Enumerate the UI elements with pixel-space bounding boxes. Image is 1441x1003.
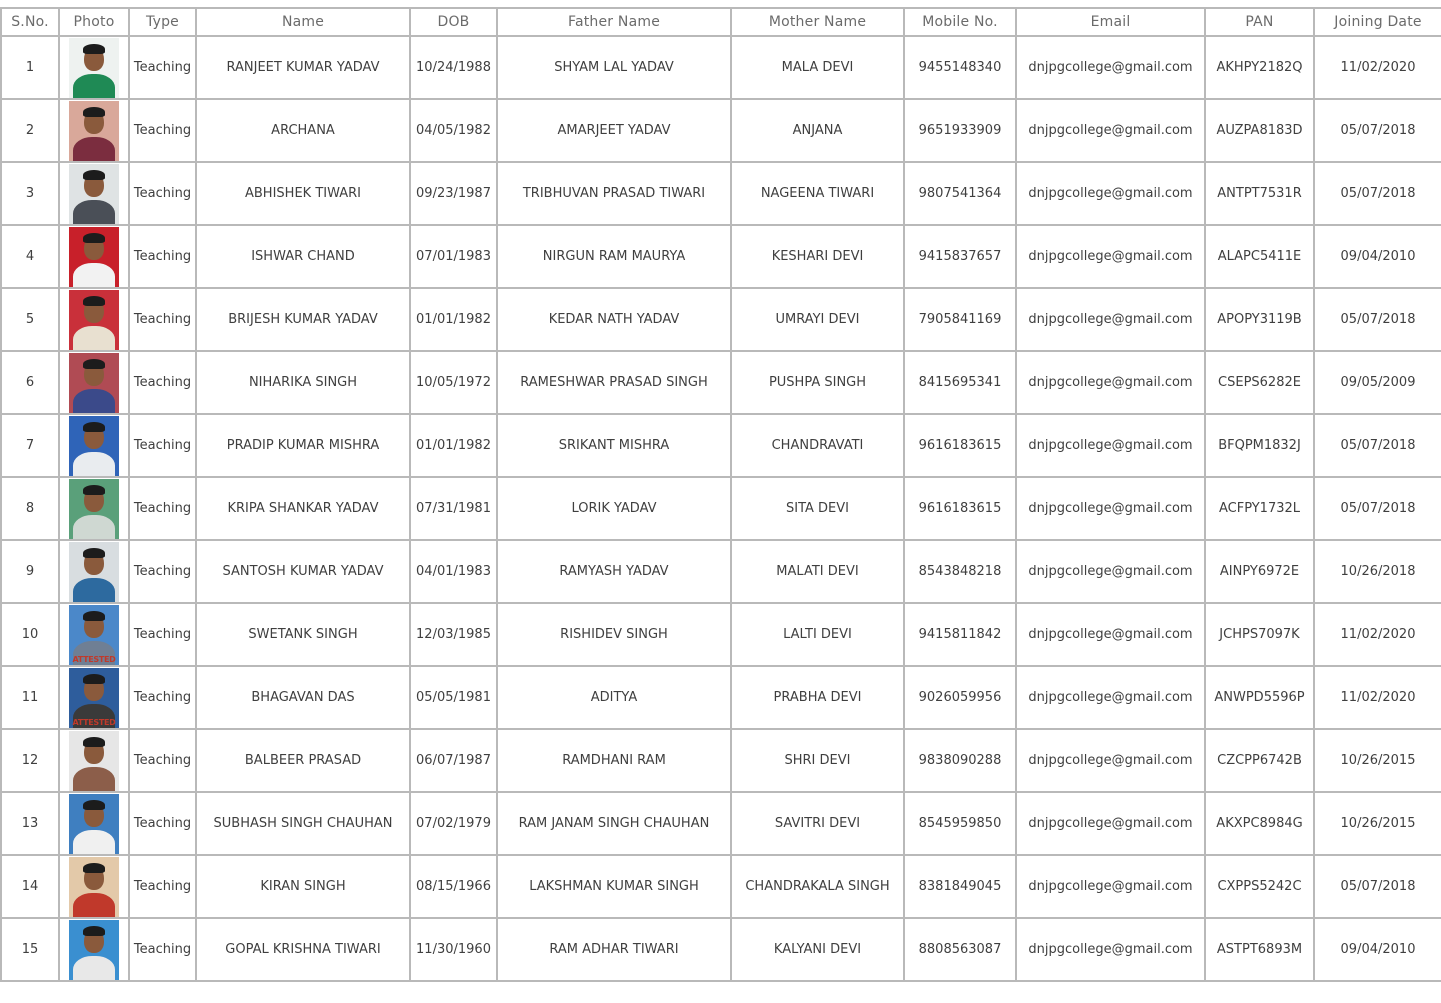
cell-joining-date: 05/07/2018	[1314, 477, 1441, 540]
cell-sno: 12	[1, 729, 59, 792]
cell-pan: ASTPT6893M	[1205, 918, 1314, 981]
cell-type: Teaching	[129, 855, 196, 918]
attested-stamp: ATTESTED	[72, 654, 116, 664]
cell-name: BALBEER PRASAD	[196, 729, 410, 792]
cell-name: KRIPA SHANKAR YADAV	[196, 477, 410, 540]
cell-dob: 12/03/1985	[410, 603, 497, 666]
table-row	[1, 477, 1441, 540]
cell-dob: 04/05/1982	[410, 99, 497, 162]
cell-pan: BFQPM1832J	[1205, 414, 1314, 477]
table-row	[1, 351, 1441, 414]
cell-pan: AKHPY2182Q	[1205, 36, 1314, 99]
cell-mother-name: ANJANA	[731, 99, 904, 162]
cell-joining-date: 10/26/2018	[1314, 540, 1441, 603]
cell-photo	[59, 414, 129, 477]
cell-photo	[59, 666, 129, 729]
cell-father-name: RAM ADHAR TIWARI	[497, 918, 731, 981]
header-pan: PAN	[1205, 8, 1314, 36]
header-name: Name	[196, 8, 410, 36]
cell-father-name: ADITYA	[497, 666, 731, 729]
cell-mother-name: PUSHPA SINGH	[731, 351, 904, 414]
header-father-name: Father Name	[497, 8, 731, 36]
cell-father-name: AMARJEET YADAV	[497, 99, 731, 162]
cell-email: dnjpgcollege@gmail.com	[1016, 540, 1205, 603]
cell-dob: 04/01/1983	[410, 540, 497, 603]
cell-mobile: 9415811842	[904, 603, 1016, 666]
cell-sno: 6	[1, 351, 59, 414]
cell-sno: 15	[1, 918, 59, 981]
cell-mobile: 9616183615	[904, 477, 1016, 540]
cell-pan: JCHPS7097K	[1205, 603, 1314, 666]
cell-mobile: 8381849045	[904, 855, 1016, 918]
cell-father-name: LORIK YADAV	[497, 477, 731, 540]
cell-mobile: 8415695341	[904, 351, 1016, 414]
cell-mother-name: SITA DEVI	[731, 477, 904, 540]
cell-joining-date: 10/26/2015	[1314, 729, 1441, 792]
cell-photo	[59, 603, 129, 666]
cell-joining-date: 11/02/2020	[1314, 36, 1441, 99]
cell-mother-name: SAVITRI DEVI	[731, 792, 904, 855]
table-row	[1, 288, 1441, 351]
attested-stamp: ATTESTED	[72, 717, 116, 727]
cell-type: Teaching	[129, 603, 196, 666]
cell-type: Teaching	[129, 477, 196, 540]
cell-mother-name: CHANDRAKALA SINGH	[731, 855, 904, 918]
cell-name: SWETANK SINGH	[196, 603, 410, 666]
staff-photo	[69, 668, 119, 728]
cell-type: Teaching	[129, 540, 196, 603]
cell-photo	[59, 288, 129, 351]
cell-email: dnjpgcollege@gmail.com	[1016, 855, 1205, 918]
header-joining-date: Joining Date	[1314, 8, 1441, 36]
cell-joining-date: 05/07/2018	[1314, 162, 1441, 225]
cell-mobile: 8545959850	[904, 792, 1016, 855]
staff-photo	[69, 479, 119, 539]
cell-sno: 11	[1, 666, 59, 729]
cell-pan: CZCPP6742B	[1205, 729, 1314, 792]
cell-pan: AUZPA8183D	[1205, 99, 1314, 162]
cell-dob: 10/05/1972	[410, 351, 497, 414]
cell-email: dnjpgcollege@gmail.com	[1016, 162, 1205, 225]
cell-pan: ANTPT7531R	[1205, 162, 1314, 225]
header-photo: Photo	[59, 8, 129, 36]
cell-mobile: 8543848218	[904, 540, 1016, 603]
table-row	[1, 918, 1441, 981]
cell-email: dnjpgcollege@gmail.com	[1016, 729, 1205, 792]
cell-type: Teaching	[129, 414, 196, 477]
cell-dob: 07/02/1979	[410, 792, 497, 855]
cell-joining-date: 10/26/2015	[1314, 792, 1441, 855]
cell-mother-name: KALYANI DEVI	[731, 918, 904, 981]
cell-dob: 06/07/1987	[410, 729, 497, 792]
cell-email: dnjpgcollege@gmail.com	[1016, 351, 1205, 414]
cell-sno: 5	[1, 288, 59, 351]
cell-joining-date: 05/07/2018	[1314, 855, 1441, 918]
cell-mother-name: UMRAYI DEVI	[731, 288, 904, 351]
cell-joining-date: 11/02/2020	[1314, 603, 1441, 666]
cell-father-name: SHYAM LAL YADAV	[497, 36, 731, 99]
cell-joining-date: 09/04/2010	[1314, 225, 1441, 288]
staff-photo	[69, 227, 119, 287]
table-row	[1, 99, 1441, 162]
cell-dob: 05/05/1981	[410, 666, 497, 729]
cell-name: BRIJESH KUMAR YADAV	[196, 288, 410, 351]
cell-email: dnjpgcollege@gmail.com	[1016, 666, 1205, 729]
header-type: Type	[129, 8, 196, 36]
cell-email: dnjpgcollege@gmail.com	[1016, 414, 1205, 477]
header-mother-name: Mother Name	[731, 8, 904, 36]
cell-photo	[59, 36, 129, 99]
cell-photo	[59, 477, 129, 540]
header-row	[1, 8, 1441, 36]
cell-mother-name: MALA DEVI	[731, 36, 904, 99]
cell-mobile: 9807541364	[904, 162, 1016, 225]
staff-photo	[69, 416, 119, 476]
table-row	[1, 36, 1441, 99]
cell-sno: 8	[1, 477, 59, 540]
table-row	[1, 666, 1441, 729]
staff-photo	[69, 605, 119, 665]
table-row	[1, 729, 1441, 792]
cell-photo	[59, 99, 129, 162]
cell-type: Teaching	[129, 729, 196, 792]
cell-joining-date: 09/04/2010	[1314, 918, 1441, 981]
cell-pan: AINPY6972E	[1205, 540, 1314, 603]
cell-email: dnjpgcollege@gmail.com	[1016, 225, 1205, 288]
table-row	[1, 414, 1441, 477]
cell-father-name: RAM JANAM SINGH CHAUHAN	[497, 792, 731, 855]
cell-type: Teaching	[129, 918, 196, 981]
cell-joining-date: 09/05/2009	[1314, 351, 1441, 414]
cell-name: RANJEET KUMAR YADAV	[196, 36, 410, 99]
cell-name: NIHARIKA SINGH	[196, 351, 410, 414]
cell-dob: 01/01/1982	[410, 288, 497, 351]
cell-pan: ALAPC5411E	[1205, 225, 1314, 288]
cell-mobile: 9616183615	[904, 414, 1016, 477]
cell-sno: 2	[1, 99, 59, 162]
cell-father-name: NIRGUN RAM MAURYA	[497, 225, 731, 288]
cell-photo	[59, 729, 129, 792]
cell-dob: 07/31/1981	[410, 477, 497, 540]
staff-photo	[69, 794, 119, 854]
cell-mother-name: NAGEENA TIWARI	[731, 162, 904, 225]
cell-mother-name: MALATI DEVI	[731, 540, 904, 603]
cell-dob: 11/30/1960	[410, 918, 497, 981]
cell-dob: 08/15/1966	[410, 855, 497, 918]
cell-pan: APOPY3119B	[1205, 288, 1314, 351]
cell-father-name: TRIBHUVAN PRASAD TIWARI	[497, 162, 731, 225]
cell-mother-name: KESHARI DEVI	[731, 225, 904, 288]
header-email: Email	[1016, 8, 1205, 36]
cell-sno: 10	[1, 603, 59, 666]
cell-sno: 14	[1, 855, 59, 918]
staff-photo	[69, 290, 119, 350]
cell-name: ISHWAR CHAND	[196, 225, 410, 288]
cell-pan: CXPPS5242C	[1205, 855, 1314, 918]
header-mobile: Mobile No.	[904, 8, 1016, 36]
cell-photo	[59, 162, 129, 225]
cell-joining-date: 11/02/2020	[1314, 666, 1441, 729]
cell-name: GOPAL KRISHNA TIWARI	[196, 918, 410, 981]
cell-joining-date: 05/07/2018	[1314, 288, 1441, 351]
cell-father-name: RAMDHANI RAM	[497, 729, 731, 792]
header-sno: S.No.	[1, 8, 59, 36]
cell-sno: 13	[1, 792, 59, 855]
cell-mobile: 9455148340	[904, 36, 1016, 99]
cell-pan: ACFPY1732L	[1205, 477, 1314, 540]
cell-type: Teaching	[129, 99, 196, 162]
table-row	[1, 225, 1441, 288]
header-dob: DOB	[410, 8, 497, 36]
cell-email: dnjpgcollege@gmail.com	[1016, 99, 1205, 162]
cell-dob: 07/01/1983	[410, 225, 497, 288]
staff-photo	[69, 38, 119, 98]
cell-mobile: 7905841169	[904, 288, 1016, 351]
cell-type: Teaching	[129, 162, 196, 225]
cell-sno: 9	[1, 540, 59, 603]
cell-dob: 09/23/1987	[410, 162, 497, 225]
cell-type: Teaching	[129, 225, 196, 288]
cell-mobile: 9415837657	[904, 225, 1016, 288]
cell-name: KIRAN SINGH	[196, 855, 410, 918]
cell-email: dnjpgcollege@gmail.com	[1016, 603, 1205, 666]
cell-photo	[59, 351, 129, 414]
cell-father-name: KEDAR NATH YADAV	[497, 288, 731, 351]
cell-email: dnjpgcollege@gmail.com	[1016, 477, 1205, 540]
cell-type: Teaching	[129, 351, 196, 414]
staff-photo	[69, 920, 119, 980]
table-row	[1, 162, 1441, 225]
cell-sno: 1	[1, 36, 59, 99]
cell-mother-name: SHRI DEVI	[731, 729, 904, 792]
cell-email: dnjpgcollege@gmail.com	[1016, 918, 1205, 981]
staff-photo	[69, 731, 119, 791]
staff-photo	[69, 353, 119, 413]
cell-joining-date: 05/07/2018	[1314, 99, 1441, 162]
cell-name: ARCHANA	[196, 99, 410, 162]
cell-father-name: RAMESHWAR PRASAD SINGH	[497, 351, 731, 414]
cell-pan: ANWPD5596P	[1205, 666, 1314, 729]
cell-email: dnjpgcollege@gmail.com	[1016, 288, 1205, 351]
staff-table	[0, 7, 1441, 982]
cell-mother-name: LALTI DEVI	[731, 603, 904, 666]
cell-photo	[59, 855, 129, 918]
cell-photo	[59, 918, 129, 981]
cell-dob: 10/24/1988	[410, 36, 497, 99]
cell-name: BHAGAVAN DAS	[196, 666, 410, 729]
cell-father-name: SRIKANT MISHRA	[497, 414, 731, 477]
cell-type: Teaching	[129, 36, 196, 99]
cell-sno: 4	[1, 225, 59, 288]
table-row	[1, 792, 1441, 855]
cell-mobile: 9838090288	[904, 729, 1016, 792]
cell-joining-date: 05/07/2018	[1314, 414, 1441, 477]
cell-email: dnjpgcollege@gmail.com	[1016, 36, 1205, 99]
cell-mother-name: PRABHA DEVI	[731, 666, 904, 729]
cell-type: Teaching	[129, 666, 196, 729]
cell-father-name: RAMYASH YADAV	[497, 540, 731, 603]
cell-pan: AKXPC8984G	[1205, 792, 1314, 855]
cell-father-name: RISHIDEV SINGH	[497, 603, 731, 666]
table-row	[1, 855, 1441, 918]
cell-mother-name: CHANDRAVATI	[731, 414, 904, 477]
staff-photo	[69, 101, 119, 161]
cell-sno: 7	[1, 414, 59, 477]
cell-photo	[59, 225, 129, 288]
cell-dob: 01/01/1982	[410, 414, 497, 477]
cell-photo	[59, 540, 129, 603]
table-row	[1, 603, 1441, 666]
cell-name: PRADIP KUMAR MISHRA	[196, 414, 410, 477]
cell-mobile: 9651933909	[904, 99, 1016, 162]
cell-name: SUBHASH SINGH CHAUHAN	[196, 792, 410, 855]
cell-type: Teaching	[129, 288, 196, 351]
cell-name: SANTOSH KUMAR YADAV	[196, 540, 410, 603]
cell-father-name: LAKSHMAN KUMAR SINGH	[497, 855, 731, 918]
cell-mobile: 8808563087	[904, 918, 1016, 981]
staff-photo	[69, 857, 119, 917]
staff-photo	[69, 542, 119, 602]
cell-name: ABHISHEK TIWARI	[196, 162, 410, 225]
cell-type: Teaching	[129, 792, 196, 855]
table-row	[1, 540, 1441, 603]
cell-mobile: 9026059956	[904, 666, 1016, 729]
cell-pan: CSEPS6282E	[1205, 351, 1314, 414]
staff-photo	[69, 164, 119, 224]
cell-photo	[59, 792, 129, 855]
cell-sno: 3	[1, 162, 59, 225]
cell-email: dnjpgcollege@gmail.com	[1016, 792, 1205, 855]
